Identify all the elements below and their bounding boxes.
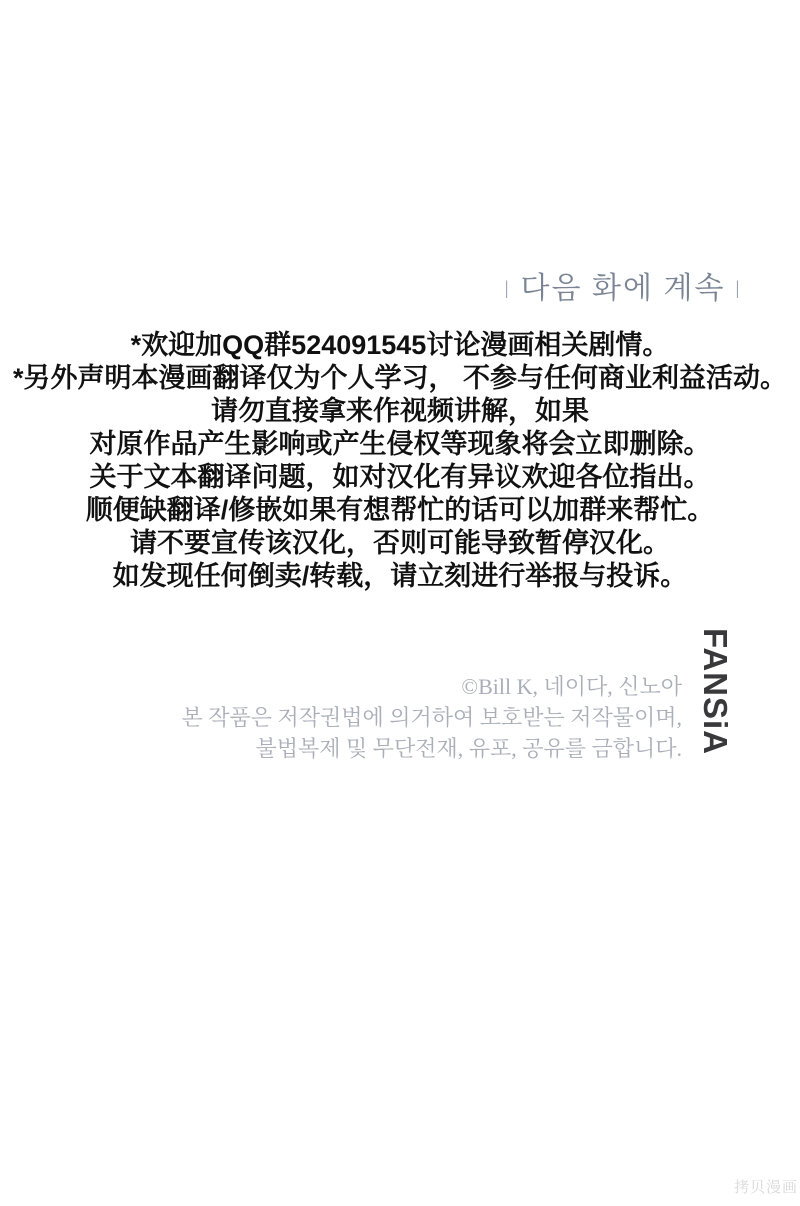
to-be-continued-line	[446, 263, 800, 307]
fansia-logo: FANSiA	[697, 628, 734, 756]
notice-line: 请勿直接拿来作视频讲解，如果	[211, 396, 589, 426]
translation-notice-block	[0, 329, 800, 593]
notice-line: 对原作品产生影响或产生侵权等现象将会立即删除。	[89, 429, 711, 459]
copyright-credits-block	[181, 671, 682, 764]
notice-line: 关于文本翻译问题，如对汉化有异议欢迎各位指出。	[89, 462, 711, 492]
notice-line: 顺便缺翻译/修嵌如果有想帮忙的话可以加群来帮忙。	[85, 495, 715, 525]
to-be-continued-text: 다음 화에 계속	[520, 272, 726, 305]
copyright-notice-line: 본 작품은 저작권법에 의거하여 보호받는 저작물이며,	[181, 705, 682, 730]
left-tick-mark: |	[504, 278, 511, 299]
right-tick-mark: |	[735, 278, 742, 299]
notice-line: 如发现任何倒卖/转载，请立刻进行举报与投诉。	[112, 561, 688, 591]
copymanga-watermark: 拷贝漫画	[734, 1179, 799, 1196]
notice-line: *另外声明本漫画翻译仅为个人学习， 不参与任何商业利益活动。	[12, 363, 787, 393]
notice-line: *欢迎加QQ群524091545讨论漫画相关剧情。	[130, 330, 670, 360]
notice-line: 请不要宣传该汉化，否则可能导致暂停汉化。	[130, 528, 670, 558]
copyright-notice-line: 불법복제 및 무단전재, 유포, 공유를 금합니다.	[255, 736, 682, 761]
copyright-authors-line: ©Bill K, 네이다, 신노아	[461, 674, 682, 699]
